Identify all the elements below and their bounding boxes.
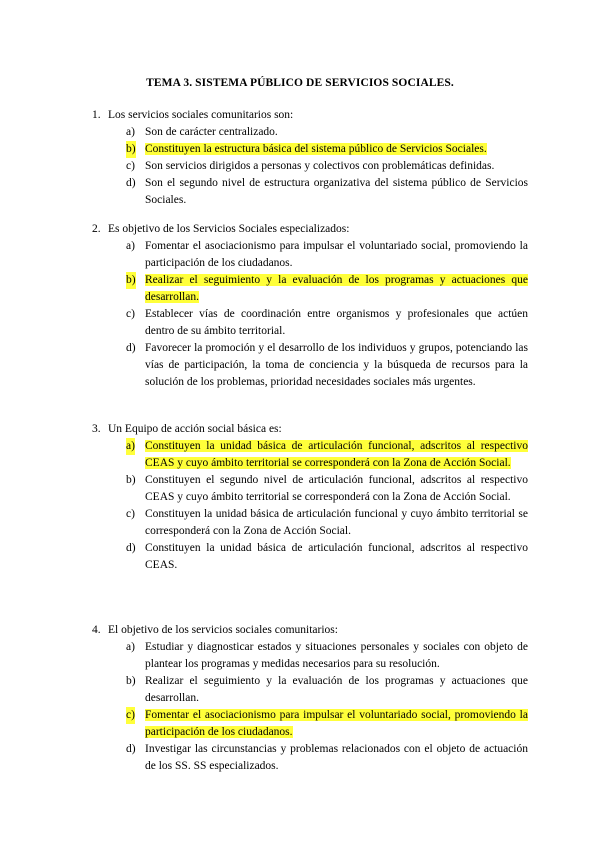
option-letter: b) xyxy=(126,675,136,687)
option-text-highlighted: Realizar el seguimiento y la evaluación de los programas y actuaciones que desarrollan. xyxy=(145,274,528,303)
option-letter: b) xyxy=(126,141,136,158)
option-letter: c) xyxy=(126,508,135,520)
option-d xyxy=(0,540,600,574)
option-text: Favorecer la promoción y el desarrollo de los individuos y grupos, potenciando las vías de participación, la toma de conciencia y la búsqueda de recursos para la solución de los problemas, prioridad necesidades sociales más urgentes. xyxy=(145,342,528,388)
option-d xyxy=(0,175,600,209)
option-text: Investigar las circunstancias y problemas relacionados con el objeto de actuación de los SS. SS especializados. xyxy=(145,743,528,772)
option-letter: c) xyxy=(126,160,135,172)
question-text: El objetivo de los servicios sociales comunitarios: xyxy=(108,624,338,636)
option-text: Son de carácter centralizado. xyxy=(145,126,278,138)
option-d xyxy=(0,340,600,391)
option-b xyxy=(0,141,600,158)
option-letter: b) xyxy=(126,272,136,289)
option-letter: d) xyxy=(126,177,136,189)
option-text-highlighted: Constituyen la estructura básica del sistema público de Servicios Sociales. xyxy=(145,143,487,155)
option-text: Son el segundo nivel de estructura organizativa del sistema público de Servicios Sociales. xyxy=(145,177,528,206)
option-letter: b) xyxy=(126,474,136,486)
option-letter: a) xyxy=(126,126,135,138)
option-text-highlighted: Fomentar el asociacionismo para impulsar el voluntariado social, promoviendo la participación de los ciudadanos. xyxy=(145,709,528,738)
option-list xyxy=(0,124,600,209)
option-letter: d) xyxy=(126,743,136,755)
option-c xyxy=(0,306,600,340)
option-a xyxy=(0,124,600,141)
option-text: Son servicios dirigidos a personas y colectivos con problemáticas definidas. xyxy=(145,160,495,172)
option-d xyxy=(0,741,600,775)
question-text: Los servicios sociales comunitarios son: xyxy=(108,109,294,121)
option-a xyxy=(0,639,600,673)
option-letter: c) xyxy=(126,308,135,320)
option-letter: a) xyxy=(126,240,135,252)
option-text: Constituyen la unidad básica de articulación funcional y cuyo ámbito territorial se corresponderá con la Zona de Acción Social. xyxy=(145,508,528,537)
option-list xyxy=(0,238,600,391)
option-list xyxy=(0,639,600,775)
option-letter: d) xyxy=(126,342,136,354)
page-title: TEMA 3. SISTEMA PÚBLICO DE SERVICIOS SOCIALES. xyxy=(146,77,454,89)
option-letter: c) xyxy=(126,707,135,724)
option-text: Realizar el seguimiento y la evaluación de los programas y actuaciones que desarrollan. xyxy=(145,675,528,704)
option-text: Estudiar y diagnosticar estados y situaciones personales y sociales con objeto de plantear los programas y medidas necesarios para su resolución. xyxy=(145,641,528,670)
option-letter: d) xyxy=(126,542,136,554)
option-list xyxy=(0,438,600,574)
option-text: Fomentar el asociacionismo para impulsar el voluntariado social, promoviendo la participación de los ciudadanos. xyxy=(145,240,528,269)
option-letter: a) xyxy=(126,438,135,455)
question-number: 2. xyxy=(92,223,101,235)
question-text: Es objetivo de los Servicios Sociales especializados: xyxy=(108,223,350,235)
option-text: Establecer vías de coordinación entre organismos y profesionales que actúen dentro de su ámbito territorial. xyxy=(145,308,528,337)
option-c xyxy=(0,707,600,741)
option-c xyxy=(0,158,600,175)
option-text-highlighted: Constituyen la unidad básica de articulación funcional, adscritos al respectivo CEAS y cuyo ámbito territorial se corresponderá con la Zona de Acción Social. xyxy=(145,440,528,469)
option-b xyxy=(0,673,600,707)
option-b xyxy=(0,472,600,506)
question-number: 4. xyxy=(92,624,101,636)
option-a xyxy=(0,238,600,272)
option-letter: a) xyxy=(126,641,135,653)
question-text: Un Equipo de acción social básica es: xyxy=(108,423,282,435)
option-c xyxy=(0,506,600,540)
option-text: Constituyen el segundo nivel de articulación funcional, adscritos al respectivo CEAS y cuyo ámbito territorial se corresponderá con la Zona de Acción Social. xyxy=(145,474,528,503)
question-number: 1. xyxy=(92,109,101,121)
option-b xyxy=(0,272,600,306)
option-text: Constituyen la unidad básica de articulación funcional, adscritos al respectivo CEAS. xyxy=(145,542,528,571)
option-a xyxy=(0,438,600,472)
question-number: 3. xyxy=(92,423,101,435)
